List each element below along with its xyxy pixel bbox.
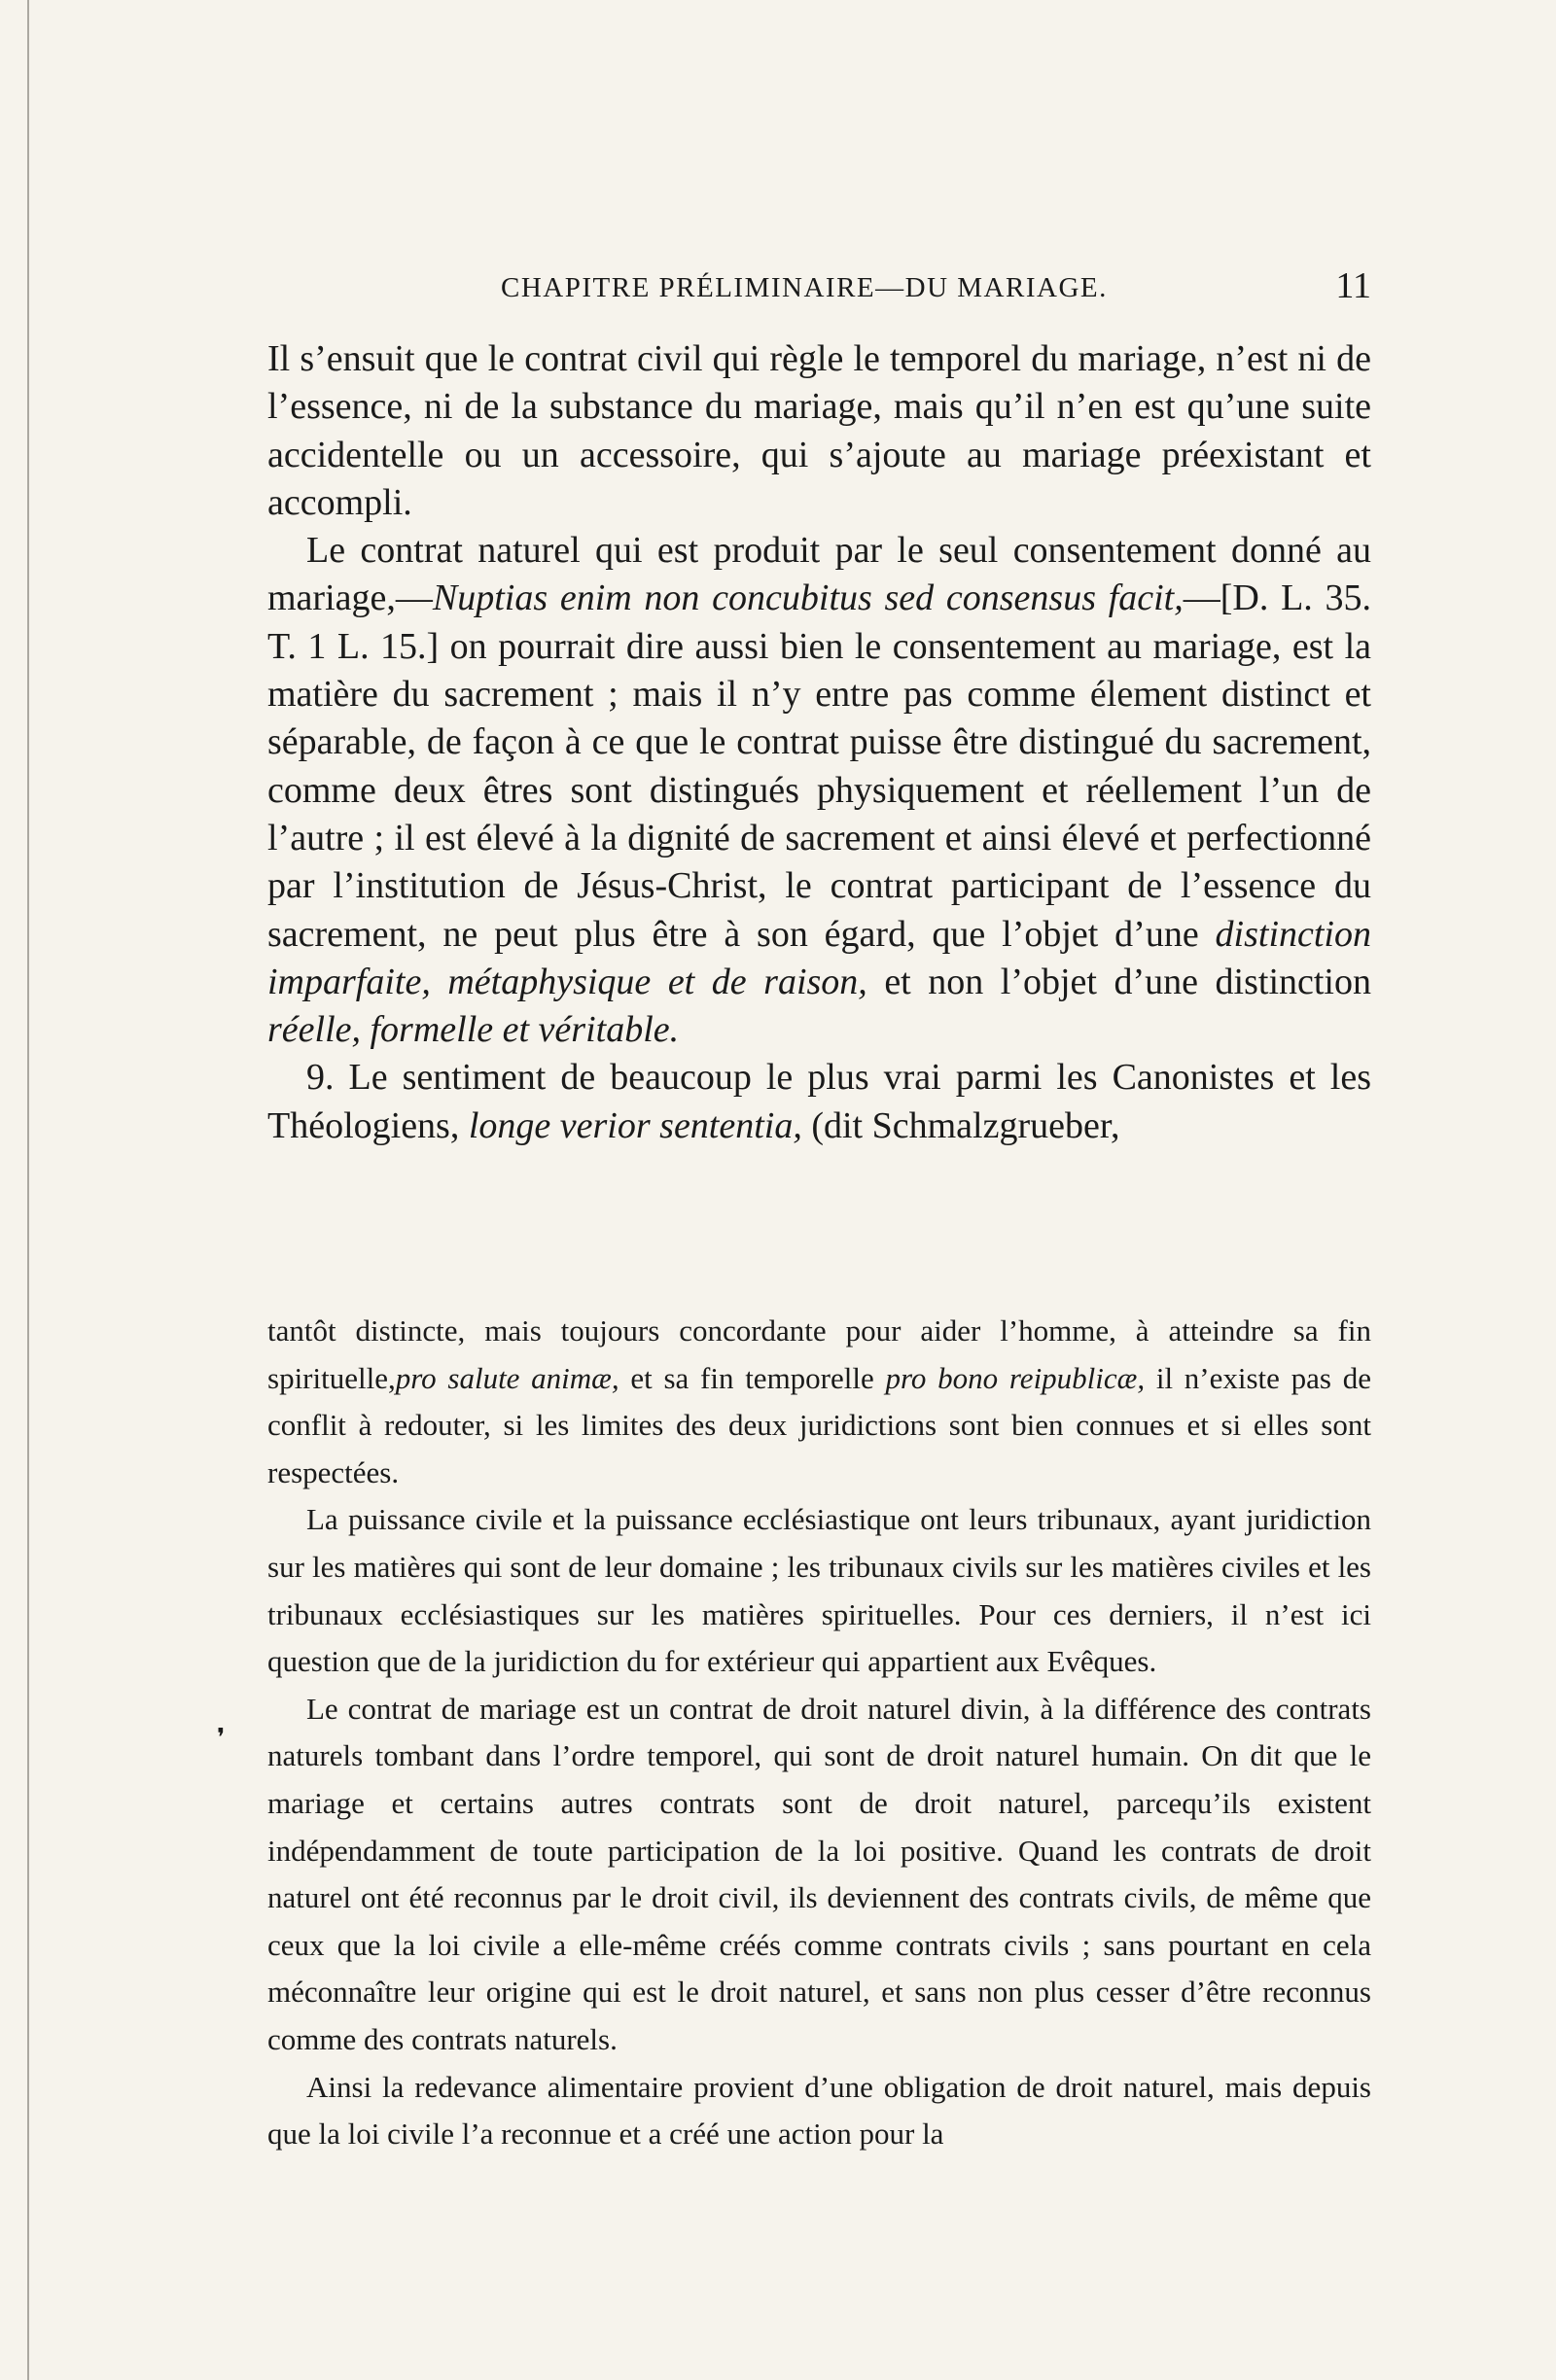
binding-edge <box>27 0 29 2380</box>
margin-mark-icon: ❜ <box>217 1724 226 1752</box>
footnote-3: Le contrat de mariage est un contrat de droit naturel divin, à la différence des contrats naturels tombant dans l’ordre temporel, qui sont de droit naturel humain. On dit que le mariage et certains autres contrats sont de droit naturel, parcequ’ils existent indépendamment de toute participation de la loi positive. Quand les contrats de droit naturel ont été reconnus par le droit civil, ils deviennent des contrats civils, de même que ceux que la loi civile a elle-même créés comme contrats civils ; sans pourtant en cela méconnaître leur origine qui est le droit naturel, et sans non plus cesser d’être reconnus comme des contrats naturels. <box>267 1691 1371 2056</box>
paragraph-2-text-a: Le contrat naturel qui est produit par le seul consentement donné au mariage,— <box>267 530 1371 619</box>
paragraph-2-text-b: —[D. L. 35. T. 1 L. 15.] on pourrait dire aussi bien le consentement au mariage, est la matière du sacrement ; mais il n’y entre pas comme élement distinct et séparable, de façon à ce que le contrat puisse être distingué du sacrement, comme deux êtres sont distingués physiquement et réellement l’un de l’autre ; il est élevé à la dignité de sacrement et ainsi élevé et perfectionné par l’institution de Jésus-Christ, le contrat participant de l’essence du sacrement, ne peut plus être à son égard, que l’objet d’une <box>267 578 1371 955</box>
page-number: 11 <box>1335 265 1371 306</box>
main-text <box>267 335 1371 1150</box>
paragraph-2 <box>267 527 1371 1054</box>
footnote-1-text-a: tantôt distincte, mais toujours concordante pour aider l’homme, à atteindre sa fin spirituelle, <box>267 1313 1371 1395</box>
footnote-4: Ainsi la redevance alimentaire provient d’une obligation de droit naturel, mais depuis que la loi civile l’a reconnue et a créé une action pour la <box>267 2069 1371 2152</box>
footnote-1-latin-b: pro bono reipublicæ, <box>885 1360 1146 1395</box>
latin-quote: Nuptias enim non concubitus sed consensus facit, <box>432 578 1184 619</box>
emphasis-distinction-reelle: réelle, formelle et véritable. <box>267 1009 680 1051</box>
footnote-1 <box>267 1308 1371 1496</box>
page-header <box>267 264 1371 313</box>
paragraph-1: Il s’ensuit que le contrat civil qui règle le temporel du mariage, n’est ni de l’essence, ni de la substance du mariage, mais qu’il n’en est qu’une suite accidentelle ou un accessoire, qui s’ajoute au mariage préexistant et accompli. <box>267 338 1371 523</box>
footnote-1-text-b: et sa fin temporelle <box>619 1360 886 1395</box>
footnote-1-latin-a: pro salute animæ, <box>395 1360 619 1395</box>
paragraph-3 <box>267 1054 1371 1150</box>
footnotes <box>267 1308 1371 2158</box>
latin-phrase: longe verior sententia, <box>468 1104 802 1146</box>
paragraph-3-text-a: 9. Le sentiment de beaucoup le plus vrai parmi les Canonistes et les Théologiens, <box>267 1057 1371 1146</box>
paragraph-3-text-b: (dit Schmalzgrueber, <box>801 1104 1120 1146</box>
running-title: CHAPITRE PRÉLIMINAIRE—DU MARIAGE. <box>501 272 1108 303</box>
paragraph-2-text-c: et non l’objet d’une distinction <box>866 961 1371 1002</box>
footnote-1-text-c: il n’existe pas de conflit à redouter, si les limites des deux juridictions sont bien connues et si elles sont respectées. <box>267 1360 1371 1489</box>
footnote-2: La puissance civile et la puissance ecclésiastique ont leurs tribunaux, ayant juridiction sur les matières qui sont de leur domaine ; les tribunaux civils sur les matières civiles et les tribunaux ecclésiastiques sur les matières spirituelles. Pour ces derniers, il n’est ici question que de la juridiction du for extérieur qui appartient aux Evêques. <box>267 1502 1371 1679</box>
emphasis-distinction-imparfaite: distinction imparfaite, métaphysique et de raison, <box>267 913 1371 1002</box>
